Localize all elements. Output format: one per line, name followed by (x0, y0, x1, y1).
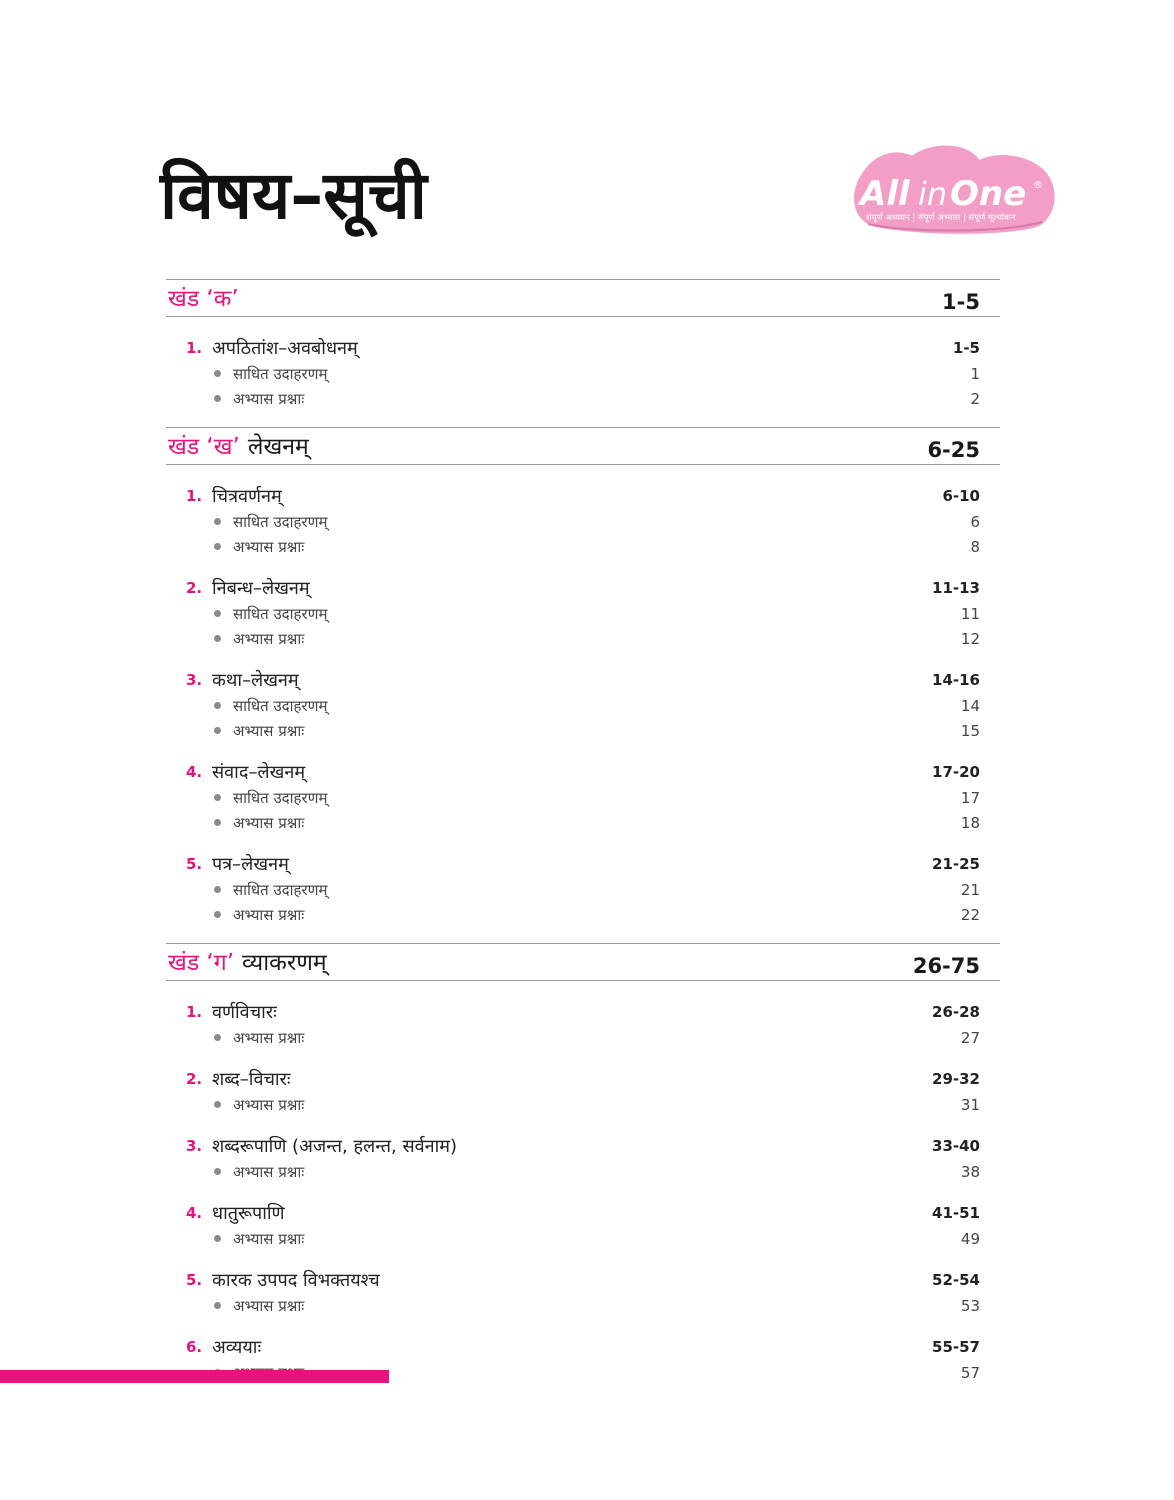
subtopic-row[interactable] (166, 810, 1000, 835)
section-khand-label: खंड ‘ख’ (168, 434, 240, 461)
chapter-title: कारक उपपद विभक्तयश्च (212, 1270, 380, 1291)
chapter-page-range: 21-25 (932, 855, 980, 873)
bullet-icon (214, 702, 221, 709)
chapter-heading (186, 668, 299, 692)
chapter-page-range: 52-54 (932, 1271, 980, 1289)
subtopic-page: 31 (960, 1095, 980, 1114)
subtopic-row[interactable] (166, 361, 1000, 386)
chapter-row[interactable] (166, 999, 1000, 1025)
chapter-page-range: 41-51 (932, 1204, 980, 1222)
subtopic-page: 17 (960, 788, 980, 807)
toc-section (166, 279, 1000, 411)
chapter-number: 3. (186, 671, 203, 689)
chapter-title: शब्द–विचारः (212, 1069, 291, 1090)
chapter-number: 1. (186, 1003, 203, 1021)
subtopic-heading (214, 721, 304, 741)
chapter-entry (166, 999, 1000, 1050)
bullet-icon (214, 1235, 221, 1242)
toc-section (166, 943, 1000, 1385)
chapter-heading (186, 852, 289, 876)
subtopic-row[interactable] (166, 1293, 1000, 1318)
chapter-page-range: 55-57 (932, 1338, 980, 1356)
subtopic-label: अभ्यास प्रश्नाः (233, 1296, 305, 1315)
subtopic-heading (214, 696, 327, 716)
subtopic-label: अभ्यास प्रश्नाः (233, 905, 305, 924)
chapter-page-range: 14-16 (932, 671, 980, 689)
subtopic-row[interactable] (166, 877, 1000, 902)
subtopic-page: 8 (970, 537, 980, 556)
subtopic-row[interactable] (166, 1159, 1000, 1184)
allinone-logo (846, 136, 1060, 240)
section-page-range: 6-25 (927, 438, 980, 462)
chapter-number: 6. (186, 1338, 203, 1356)
subtopic-row[interactable] (166, 534, 1000, 559)
chapter-row[interactable] (166, 483, 1000, 509)
subtopic-label: अभ्यास प्रश्नाः (233, 1162, 305, 1181)
bullet-icon (214, 1101, 221, 1108)
section-label (168, 950, 327, 980)
subtopic-label: साधित उदाहरणम् (233, 788, 328, 807)
chapter-number: 1. (186, 339, 203, 357)
chapter-number: 4. (186, 1204, 203, 1222)
table-of-contents (166, 279, 1000, 1401)
subtopic-page: 22 (960, 905, 980, 924)
subtopic-label: अभ्यास प्रश्नाः (233, 389, 305, 408)
chapter-title: चित्रवर्णनम् (212, 486, 282, 507)
chapter-number: 2. (186, 579, 203, 597)
chapter-number: 5. (186, 1271, 203, 1289)
subtopic-row[interactable] (166, 1025, 1000, 1050)
subtopic-row[interactable] (166, 785, 1000, 810)
chapter-row[interactable] (166, 1066, 1000, 1092)
chapter-heading (186, 760, 305, 784)
chapter-heading (186, 1134, 457, 1158)
chapter-heading (186, 336, 358, 360)
chapter-number: 1. (186, 487, 203, 505)
subtopic-label: साधित उदाहरणम् (233, 880, 328, 899)
chapter-entry (166, 335, 1000, 411)
subtopic-label: अभ्यास प्रश्नाः (233, 1095, 305, 1114)
section-body (166, 317, 1000, 411)
section-body (166, 465, 1000, 927)
subtopic-row[interactable] (166, 386, 1000, 411)
section-body (166, 981, 1000, 1385)
subtopic-page: 18 (960, 813, 980, 832)
chapter-entry (166, 1200, 1000, 1251)
subtopic-heading (214, 1095, 304, 1115)
chapter-row[interactable] (166, 1133, 1000, 1159)
chapter-page-range: 6-10 (942, 487, 980, 505)
subtopic-label: साधित उदाहरणम् (233, 364, 328, 383)
toc-section (166, 427, 1000, 927)
footer-accent-bar (0, 1370, 389, 1383)
subtopic-heading (214, 1162, 304, 1182)
bullet-icon (214, 911, 221, 918)
chapter-title: अव्ययाः (212, 1337, 262, 1358)
logo-wordmark-in: in (918, 175, 948, 213)
subtopic-heading (214, 1229, 304, 1249)
subtopic-page: 2 (970, 389, 980, 408)
subtopic-page: 53 (960, 1296, 980, 1315)
chapter-row[interactable] (166, 335, 1000, 361)
chapter-number: 3. (186, 1137, 203, 1155)
subtopic-label: अभ्यास प्रश्नाः (233, 1028, 305, 1047)
bullet-icon (214, 886, 221, 893)
bullet-icon (214, 819, 221, 826)
chapter-heading (186, 484, 282, 508)
chapter-entry (166, 1133, 1000, 1184)
subtopic-heading (214, 537, 304, 557)
chapter-page-range: 29-32 (932, 1070, 980, 1088)
section-name: लेखनम् (247, 434, 309, 461)
subtopic-heading (214, 604, 327, 624)
subtopic-page: 1 (970, 364, 980, 383)
bullet-icon (214, 518, 221, 525)
subtopic-row[interactable] (166, 601, 1000, 626)
chapter-row[interactable] (166, 1200, 1000, 1226)
section-khand-label: खंड ‘क’ (168, 286, 239, 313)
chapter-number: 4. (186, 763, 203, 781)
chapter-entry (166, 851, 1000, 927)
chapter-heading (186, 1201, 285, 1225)
subtopic-page: 21 (960, 880, 980, 899)
section-label (168, 434, 309, 464)
chapter-row[interactable] (166, 667, 1000, 693)
section-header (166, 279, 1000, 317)
chapter-title: शब्दरूपाणि (अजन्त, हलन्त, सर्वनाम) (212, 1136, 458, 1157)
subtopic-heading (214, 1028, 304, 1048)
chapter-heading (186, 1000, 277, 1024)
subtopic-label: अभ्यास प्रश्नाः (233, 537, 305, 556)
subtopic-label: साधित उदाहरणम् (233, 604, 328, 623)
chapter-number: 5. (186, 855, 203, 873)
subtopic-page: 6 (970, 512, 980, 531)
subtopic-row[interactable] (166, 509, 1000, 534)
section-header (166, 943, 1000, 981)
chapter-title: वर्णविचारः (212, 1002, 277, 1023)
chapter-title: संवाद–लेखनम् (212, 762, 306, 783)
bullet-icon (214, 794, 221, 801)
chapter-heading (186, 1335, 261, 1359)
section-header (166, 427, 1000, 465)
chapter-title: निबन्ध–लेखनम् (212, 578, 310, 599)
subtopic-heading (214, 389, 304, 409)
subtopic-label: साधित उदाहरणम् (233, 696, 328, 715)
bullet-icon (214, 543, 221, 550)
chapter-heading (186, 1268, 380, 1292)
chapter-row[interactable] (166, 575, 1000, 601)
subtopic-heading (214, 813, 304, 833)
chapter-page-range: 11-13 (932, 579, 980, 597)
subtopic-heading (214, 905, 304, 925)
chapter-row[interactable] (166, 759, 1000, 785)
chapter-page-range: 17-20 (932, 763, 980, 781)
section-page-range: 26-75 (912, 954, 980, 978)
subtopic-row[interactable] (166, 626, 1000, 651)
bullet-icon (214, 1168, 221, 1175)
bullet-icon (214, 635, 221, 642)
subtopic-heading (214, 880, 327, 900)
section-page-range: 1-5 (942, 290, 980, 314)
bullet-icon (214, 1034, 221, 1041)
chapter-heading (186, 576, 310, 600)
chapter-entry (166, 759, 1000, 835)
chapter-entry (166, 483, 1000, 559)
subtopic-heading (214, 629, 304, 649)
subtopic-heading (214, 788, 327, 808)
chapter-row[interactable] (166, 851, 1000, 877)
subtopic-heading (214, 512, 327, 532)
chapter-row[interactable] (166, 1334, 1000, 1360)
bullet-icon (214, 1302, 221, 1309)
chapter-entry (166, 1267, 1000, 1318)
subtopic-page: 15 (960, 721, 980, 740)
subtopic-row[interactable] (166, 718, 1000, 743)
chapter-heading (186, 1067, 291, 1091)
subtopic-page: 14 (960, 696, 980, 715)
chapter-title: अपठितांश–अवबोधनम् (212, 338, 358, 359)
bullet-icon (214, 370, 221, 377)
chapter-entry (166, 667, 1000, 743)
subtopic-page: 12 (960, 629, 980, 648)
subtopic-row[interactable] (166, 1092, 1000, 1117)
chapter-number: 2. (186, 1070, 203, 1088)
chapter-row[interactable] (166, 1267, 1000, 1293)
logo-registered-mark: ® (1033, 180, 1043, 191)
chapter-page-range: 33-40 (932, 1137, 980, 1155)
chapter-entry (166, 1066, 1000, 1117)
section-khand-label: खंड ‘ग’ (168, 950, 235, 977)
subtopic-label: साधित उदाहरणम् (233, 512, 328, 531)
subtopic-heading (214, 1296, 304, 1316)
bullet-icon (214, 727, 221, 734)
bullet-icon (214, 395, 221, 402)
chapter-page-range: 1-5 (952, 339, 980, 357)
subtopic-page: 27 (960, 1028, 980, 1047)
section-name: व्याकरणम् (242, 950, 327, 977)
logo-wordmark-one: One (950, 174, 1027, 214)
logo-wordmark-all: All (860, 174, 910, 214)
subtopic-label: अभ्यास प्रश्नाः (233, 721, 305, 740)
chapter-title: धातुरूपाणि (212, 1203, 285, 1224)
subtopic-label: अभ्यास प्रश्नाः (233, 1229, 305, 1248)
bullet-icon (214, 610, 221, 617)
page-title: विषय–सूची (160, 157, 427, 234)
subtopic-row[interactable] (166, 693, 1000, 718)
chapter-entry (166, 575, 1000, 651)
chapter-title: कथा–लेखनम् (212, 670, 299, 691)
subtopic-heading (214, 364, 327, 384)
subtopic-row[interactable] (166, 1226, 1000, 1251)
chapter-title: पत्र–लेखनम् (212, 854, 289, 875)
subtopic-page: 49 (960, 1229, 980, 1248)
logo-tagline: संपूर्ण अध्ययन | संपूर्ण अभ्यास | संपूर्ण मूल्यांकन (866, 213, 1016, 223)
chapter-page-range: 26-28 (932, 1003, 980, 1021)
subtopic-label: अभ्यास प्रश्नाः (233, 813, 305, 832)
subtopic-page: 57 (960, 1363, 980, 1382)
section-label (168, 286, 239, 316)
subtopic-row[interactable] (166, 902, 1000, 927)
subtopic-label: अभ्यास प्रश्नाः (233, 629, 305, 648)
subtopic-page: 11 (960, 604, 980, 623)
subtopic-page: 38 (960, 1162, 980, 1181)
